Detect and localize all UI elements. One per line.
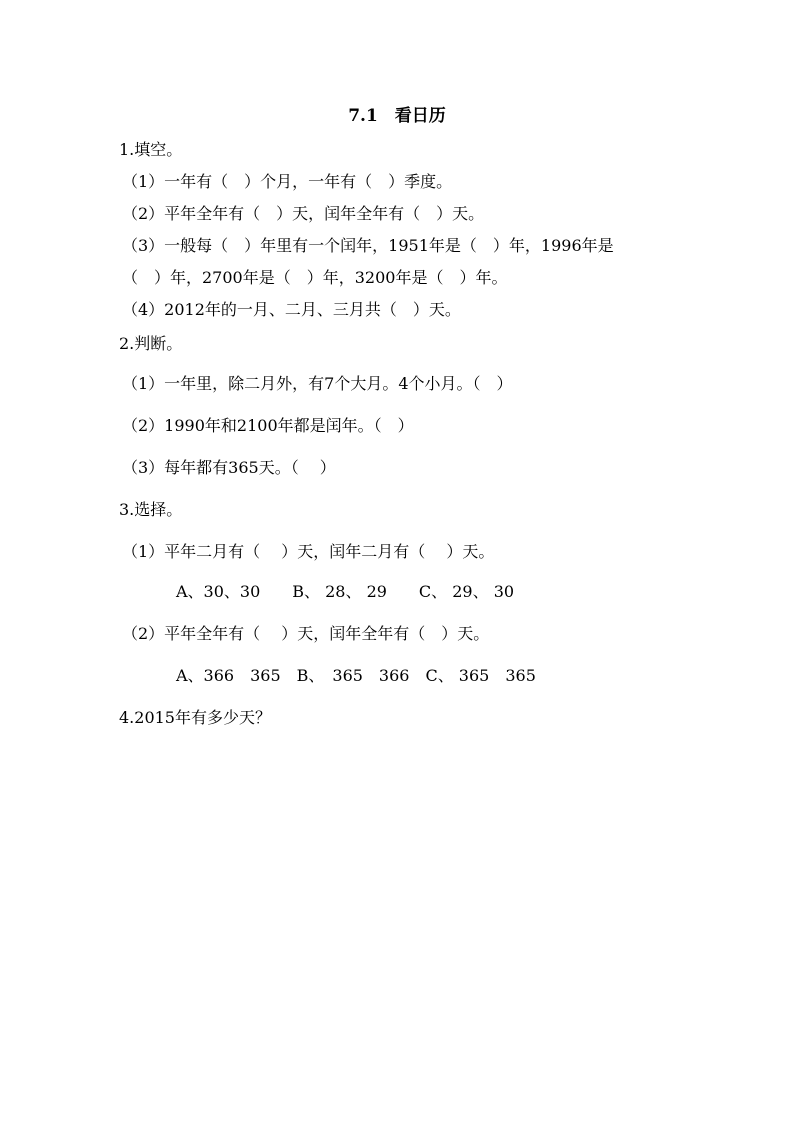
question-line: （2）1990年和2100年都是闰年。（ ） [122,416,414,435]
section-heading-choice: 3.选择。 [119,500,183,519]
question-line: （1）一年有（ ）个月，一年有（ ）季度。 [122,172,453,191]
page-title: 7.1 看日历 [348,106,446,126]
question-line: （2）平年全年有（ ）天，闰年全年有（ ）天。 [122,624,490,643]
question-line: （ ）年，2700年是（ ）年，3200年是（ ）年。 [122,268,508,287]
choice-options: A、30、30 B、 28、 29 C、 29、 30 [176,582,515,601]
question-line: （1）一年里，除二月外，有7个大月。4个小月。（ ） [122,374,513,393]
question-line: （3）每年都有365天。（ ） [122,458,336,477]
choice-options: A、366 365 B、 365 366 C、 365 365 [176,666,536,685]
section-heading-fill-blank: 1.填空。 [119,140,183,159]
section-heading-question: 4.2015年有多少天？ [119,708,271,727]
question-line: （3）一般每（ ）年里有一个闰年，1951年是（ ）年，1996年是 [122,236,614,255]
question-line: （2）平年全年有（ ）天，闰年全年有（ ）天。 [122,204,485,223]
question-line: （1）平年二月有（ ）天，闰年二月有（ ）天。 [122,542,495,561]
section-heading-judge: 2.判断。 [119,334,183,353]
question-line: （4）2012年的一月、二月、三月共（ ）天。 [122,300,461,319]
